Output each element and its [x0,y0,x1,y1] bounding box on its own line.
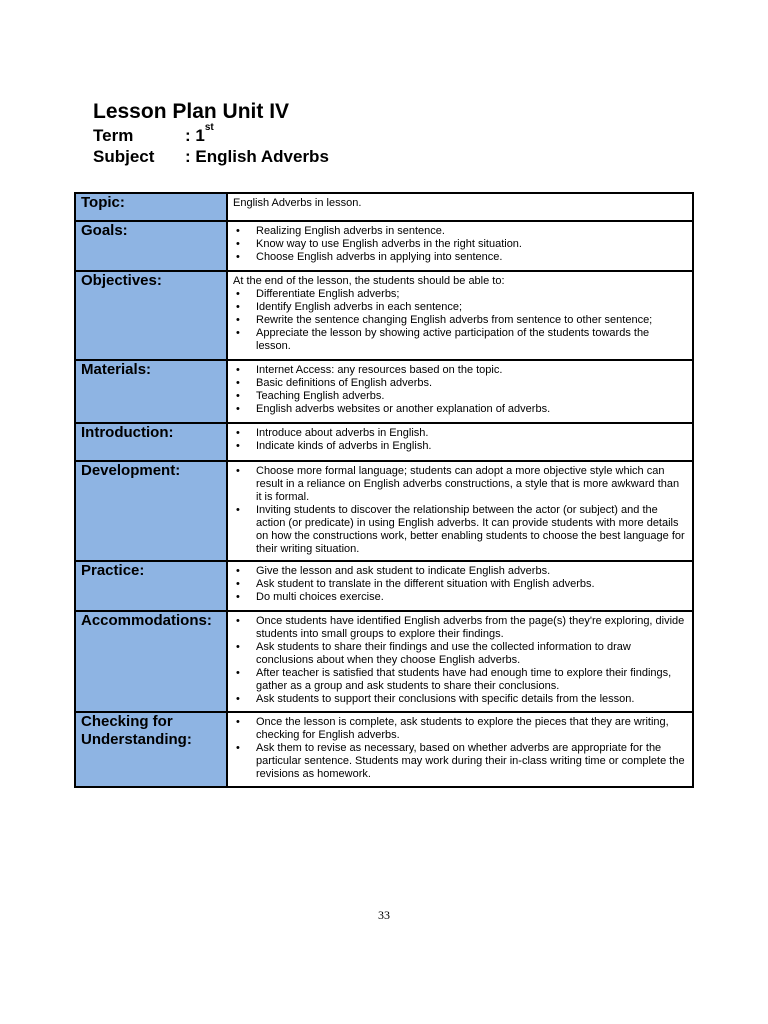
bullet-item: • Rewrite the sentence changing English adverbs from sentence to other sentence; [233,314,686,327]
plan-row [75,712,693,787]
bullet-item: • Introduce about adverbs in English. [233,427,686,440]
page-number: 33 [378,908,390,922]
row-label: Topic: [75,193,227,221]
row-label: Accommodations: [75,611,227,712]
bullet-item: • Ask them to revise as necessary, based on whether adverbs are appropriate for the particular sentence. Students may work during their in-class writing time or complete the revisions as homework. [233,742,686,781]
bullet-item: • Ask students to support their conclusions with specific details from the lesson. [233,693,686,706]
plan-row [75,271,693,360]
bullet-item: • Ask student to translate in the different situation with English adverbs. [233,578,686,591]
plan-row [75,221,693,271]
row-content [227,561,693,611]
plan-row [75,611,693,712]
document-header [93,99,329,167]
row-content [227,360,693,423]
row-label: Development: [75,461,227,561]
bullet-list [233,364,686,416]
bullet-item: • English adverbs websites or another explanation of adverbs. [233,403,686,416]
page-title: Lesson Plan Unit IV [93,100,290,123]
bullet-list [233,225,686,264]
row-label: Materials: [75,360,227,423]
row-intro-text: English Adverbs in lesson. [233,197,362,209]
bullet-list [233,427,686,453]
bullet-item: • After teacher is satisfied that students have had enough time to explore their findings, gather as a group and ask students to share their conclusions. [233,667,686,693]
plan-row [75,423,693,461]
row-content [227,611,693,712]
plan-row [75,360,693,423]
term-label: Term [93,126,134,145]
bullet-list [233,288,686,353]
bullet-item: • Teaching English adverbs. [233,390,686,403]
bullet-item: • Basic definitions of English adverbs. [233,377,686,390]
term-value: : 1st [185,122,214,145]
row-content [227,221,693,271]
bullet-item: • Give the lesson and ask student to indicate English adverbs. [233,565,686,578]
row-content [227,423,693,461]
row-content [227,461,693,561]
row-label: Objectives: [75,271,227,360]
term-superscript: st [204,122,214,133]
bullet-item: • Do multi choices exercise. [233,591,686,604]
lesson-plan-body [75,193,693,787]
subject-label: Subject [93,147,155,166]
bullet-item: • Appreciate the lesson by showing active participation of the students towards the lesson. [233,327,686,353]
bullet-item: • Choose English adverbs in applying into sentence. [233,251,686,264]
bullet-item: • Differentiate English adverbs; [233,288,686,301]
bullet-item: • Indicate kinds of adverbs in English. [233,440,686,453]
plan-row [75,561,693,611]
row-label: Checking for Understanding: [75,712,227,787]
bullet-item: • Choose more formal language; students can adopt a more objective style which can result in a reliance on English adverbs constructions, a style that is more awkward than it is formal. [233,465,686,504]
row-content [227,712,693,787]
bullet-item: • Once the lesson is complete, ask students to explore the pieces that they are writing, checking for English adverbs. [233,716,686,742]
row-label: Introduction: [75,423,227,461]
term-row [93,122,329,146]
row-label: Goals: [75,221,227,271]
bullet-item: • Once students have identified English adverbs from the page(s) they're exploring, divide students into small groups to explore their findings. [233,615,686,641]
bullet-item: • Identify English adverbs in each sentence; [233,301,686,314]
bullet-list [233,615,686,706]
bullet-item: • Realizing English adverbs in sentence. [233,225,686,238]
bullet-item: • Ask students to share their findings and use the collected information to draw conclusions about when they choose English adverbs. [233,641,686,667]
bullet-item: • Know way to use English adverbs in the right situation. [233,238,686,251]
bullet-item: • Internet Access: any resources based on the topic. [233,364,686,377]
row-content [227,271,693,360]
subject-value: : English Adverbs [185,147,329,166]
bullet-item: • Inviting students to discover the relationship between the actor (or subject) and the action (or predicate) in using English adverbs. It can provide students with more details on how the constructions work, better enabling students to choose the best language for their writing situation. [233,504,686,556]
row-content [227,193,693,221]
plan-row [75,461,693,561]
bullet-list [233,716,686,781]
plan-row [75,193,693,221]
bullet-list [233,465,686,556]
subject-row [93,146,329,167]
lesson-plan-table [74,192,694,788]
row-intro-text: At the end of the lesson, the students should be able to: [233,275,505,287]
row-label: Practice: [75,561,227,611]
bullet-list [233,565,686,604]
